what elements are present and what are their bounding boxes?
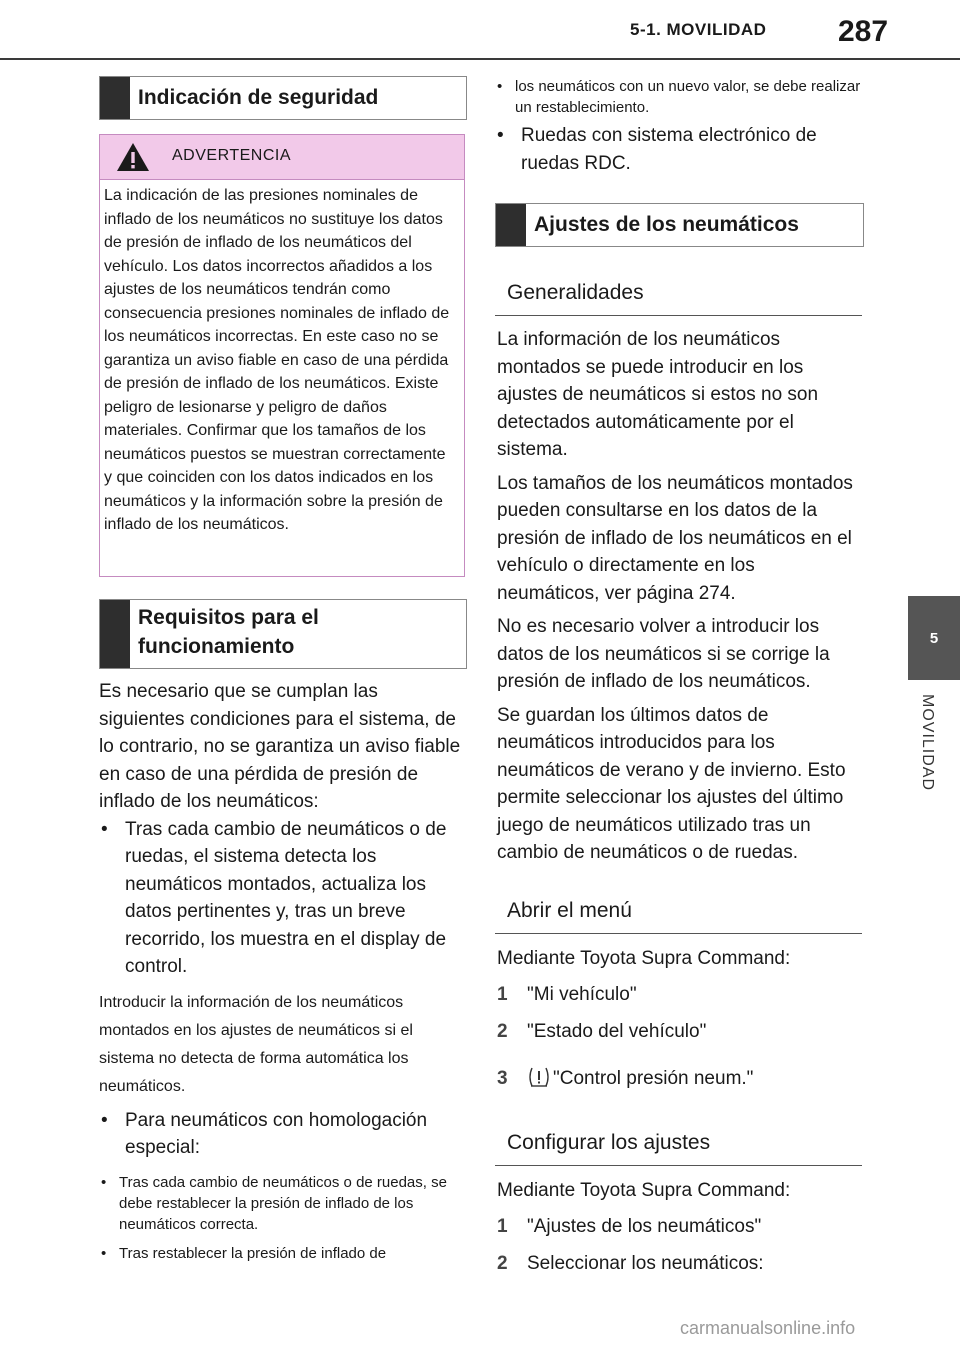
right-body — [497, 326, 862, 867]
paragraph: No es necesario volver a introducir los datos de los neumáticos si se corrige la presión de inflado de los neumáticos. — [497, 616, 830, 692]
step-item: 2 "Estado del vehículo" — [497, 1020, 707, 1042]
subheading-configure: Configurar los ajustes — [495, 1131, 862, 1166]
warning-title: ADVERTENCIA — [172, 147, 292, 164]
warning-header — [100, 135, 464, 180]
warning-triangle-icon — [116, 142, 150, 172]
step-item: 1 "Mi vehículo" — [497, 983, 637, 1005]
paragraph: Los tamaños de los neumáticos montados pueden consultarse en los datos de la presión de inflado de los neumáticos en el vehículo o directamente en los neumáticos, ver página 274. — [497, 472, 853, 604]
step-item: 2 Seleccionar los neumáticos: — [497, 1252, 764, 1274]
warning-box — [99, 134, 465, 577]
paragraph: Se guardan los últimos datos de neumáticos introducidos para los neumáticos de verano y de invierno. Esto permite seleccionar los ajustes del último juego de neumáticos utilizado tras un cambio de neumáticos o de ruedas. — [497, 704, 846, 863]
list-item: • Para neumáticos con homologación especial: — [99, 1107, 465, 1162]
sub-list-item: • Tras restablecer la presión de inflado de — [99, 1243, 465, 1264]
chapter-label: MOVILIDAD — [919, 694, 936, 792]
heading-safety: Indicación de seguridad — [99, 76, 467, 120]
warning-text: La indicación de las presiones nominales de inflado de los neumáticos no sustituye los datos de presión de inflado de los neumáticos del vehículo. Los datos incorrectos añadidos a los ajustes de los neumáticos tendrán como consecuencia presiones nominales de inflado de los neumáticos incorrectas. En este caso no se garantiza un aviso fiable en caso de una pérdida de presión de inflado de los neumáticos. Existe peligro de lesionarse y peligro de daños materiales. Confirmar que los tamaños de los neumáticos puestos se muestran correctamente y que coinciden con los datos indicados en los neumáticos y la información sobre la presión de inflado de los neumáticos. — [104, 187, 450, 533]
chapter-number: 5 — [929, 629, 939, 647]
sub-list-item: • Tras cada cambio de neumáticos o de ruedas, se debe restablecer la presión de inflado de los neumáticos correcta. — [99, 1172, 465, 1235]
right-top — [495, 76, 862, 177]
section-title: 5-1. MOVILIDAD — [630, 20, 767, 39]
step-item: 3 "Control presión neum." — [497, 1067, 754, 1089]
paragraph: La información de los neumáticos montados se puede introducir en los ajustes de neumáticos si estos no son detectados automáticamente por el sistema. — [497, 329, 819, 460]
heading-requirements: Requisitos para el funcionamiento — [99, 599, 467, 669]
header-rule — [0, 58, 960, 60]
intro-paragraph: Es necesario que se cumplan las siguientes condiciones para el sistema, de lo contrario, no se garantiza un aviso fiable en caso de una pérdida de presión de inflado de los neumáticos: — [99, 681, 461, 812]
heading-tire-settings: Ajustes de los neumáticos — [495, 203, 864, 247]
open-menu-steps — [497, 945, 862, 1092]
step-item: 1 "Ajustes de los neumáticos" — [497, 1215, 762, 1237]
watermark: carmanualsonline.info — [680, 1318, 856, 1338]
tire-pressure-warning-icon — [527, 1066, 551, 1088]
subheading-general: Generalidades — [495, 281, 862, 316]
page-number: 287 — [838, 15, 889, 48]
via-text: Mediante Toyota Supra Command: — [497, 1180, 791, 1201]
list-item: • Tras cada cambio de neumáticos o de ruedas, el sistema detecta los neumáticos montados, actualiza los datos pertinentes y, tras un breve recorrido, los muestra en el display de control. — [99, 816, 465, 981]
left-body — [99, 678, 465, 1264]
via-text: Mediante Toyota Supra Command: — [497, 948, 791, 969]
continuation-text: • los neumáticos con un nuevo valor, se debe realizar un restablecimiento. — [495, 76, 862, 118]
note-paragraph: Introducir la información de los neumáticos montados en los ajustes de neumáticos si el sistema no detecta de forma automática los neumáticos. — [99, 993, 413, 1095]
configure-steps — [497, 1177, 862, 1277]
chapter-tab[interactable] — [908, 596, 960, 680]
subheading-open-menu: Abrir el menú — [495, 899, 862, 934]
list-item: • Ruedas con sistema electrónico de ruedas RDC. — [495, 122, 862, 177]
